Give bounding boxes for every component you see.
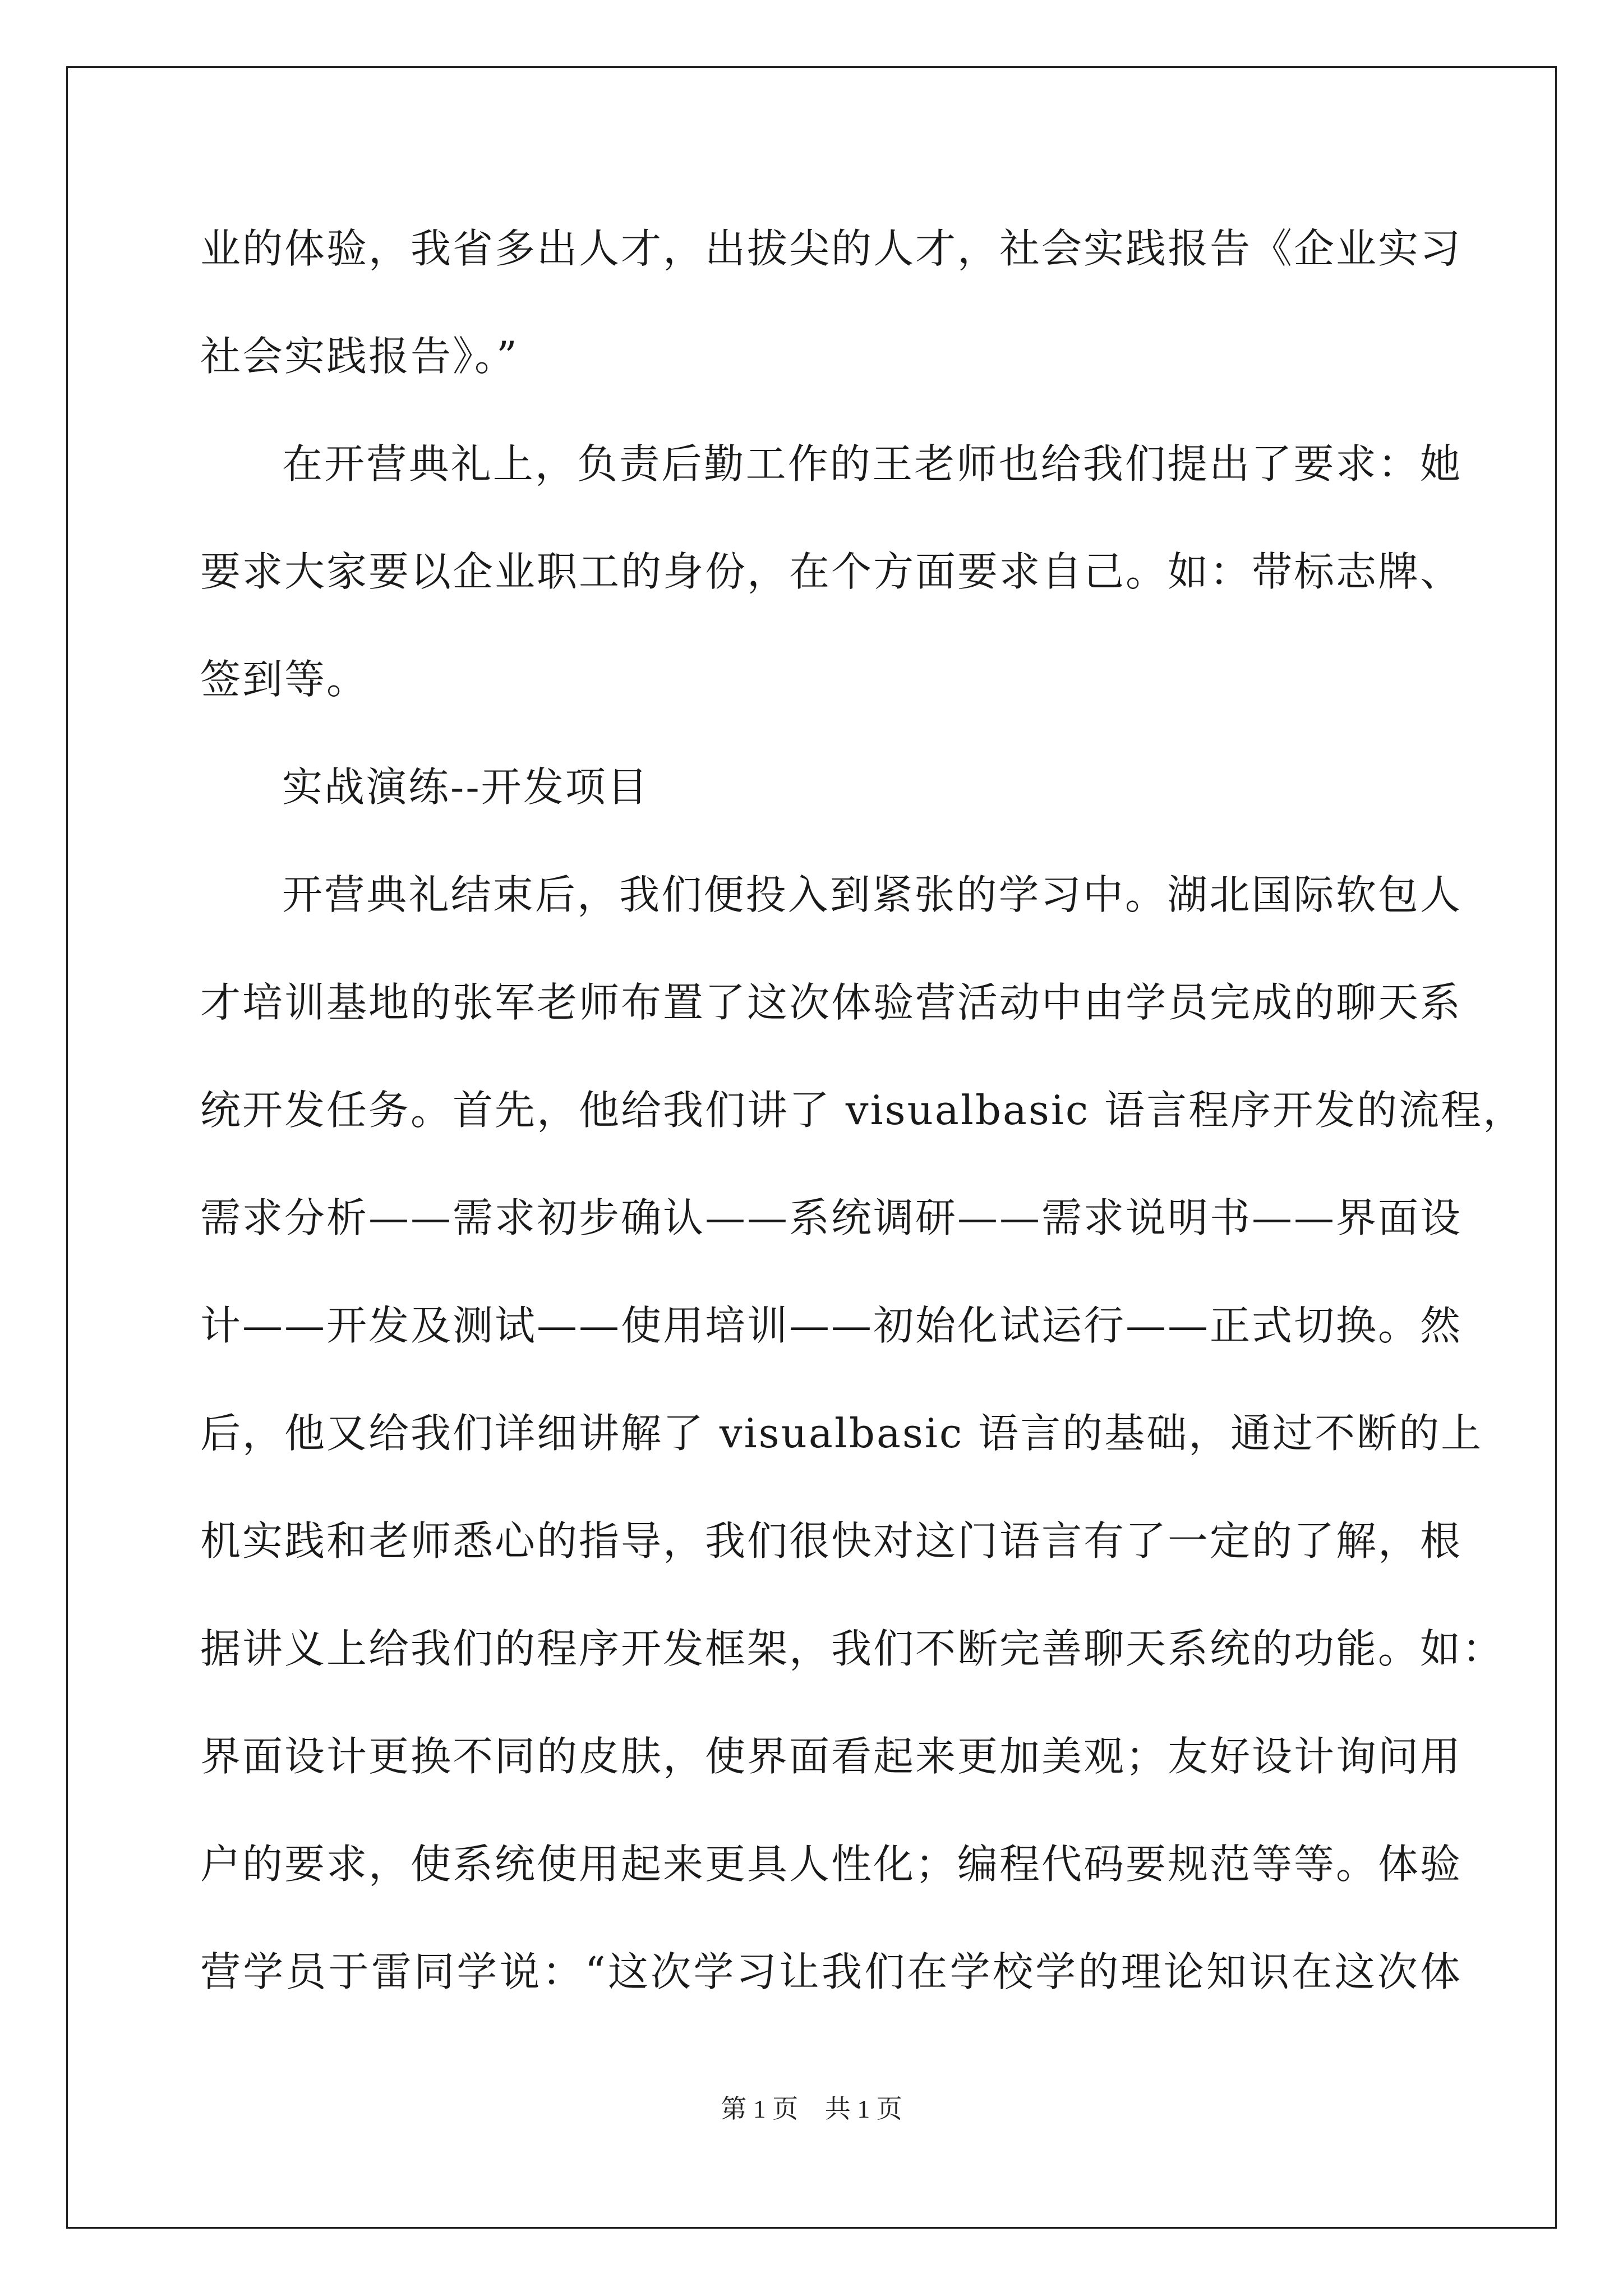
text-line: 户的要求，使系统使用起来更具人性化；编程代码要规范等等。体验 bbox=[200, 1841, 1463, 1888]
text-line: 计——开发及测试——使用培训——初始化试运行——正式切换。然 bbox=[200, 1302, 1463, 1349]
text-line: 机实践和老师悉心的指导，我们很快对这门语言有了一定的了解，根 bbox=[200, 1517, 1463, 1565]
text-line: 据讲义上给我们的程序开发框架，我们不断完善聊天系统的功能。如： bbox=[200, 1625, 1505, 1672]
page-footer bbox=[0, 2092, 1623, 2126]
text-line: 在开营典礼上，负责后勤工作的王老师也给我们提出了要求：她 bbox=[282, 440, 1462, 487]
text-line: 统开发任务。首先，他给我们讲了 visualbasic 语言程序开发的流程， bbox=[200, 1087, 1525, 1134]
text-line: 签到等。 bbox=[200, 656, 369, 703]
text-line: 后，他又给我们详细讲解了 visualbasic 语言的基础，通过不断的上 bbox=[200, 1410, 1483, 1457]
text-line: 业的体验，我省多出人才，出拔尖的人才，社会实践报告《企业实习 bbox=[200, 225, 1463, 272]
document-body bbox=[200, 222, 1525, 2053]
page-number-total: 共 1 页 bbox=[824, 2095, 902, 2123]
text-line: 需求分析——需求初步确认——系统调研——需求说明书——界面设 bbox=[200, 1194, 1463, 1241]
page-number-current: 第 1 页 bbox=[721, 2095, 799, 2123]
text-line: 营学员于雷同学说：“这次学习让我们在学校学的理论知识在这次体 bbox=[200, 1948, 1462, 1995]
text-line: 要求大家要以企业职工的身份，在个方面要求自己。如：带标志牌、 bbox=[200, 548, 1463, 595]
text-line: 实战演练--开发项目 bbox=[282, 763, 649, 811]
text-line: 才培训基地的张军老师布置了这次体验营活动中由学员完成的聊天系 bbox=[200, 979, 1463, 1026]
text-line: 界面设计更换不同的皮肤，使界面看起来更加美观；友好设计询问用 bbox=[200, 1733, 1463, 1780]
text-line: 社会实践报告》。” bbox=[200, 333, 519, 380]
text-line: 开营典礼结束后，我们便投入到紧张的学习中。湖北国际软包人 bbox=[282, 871, 1462, 918]
